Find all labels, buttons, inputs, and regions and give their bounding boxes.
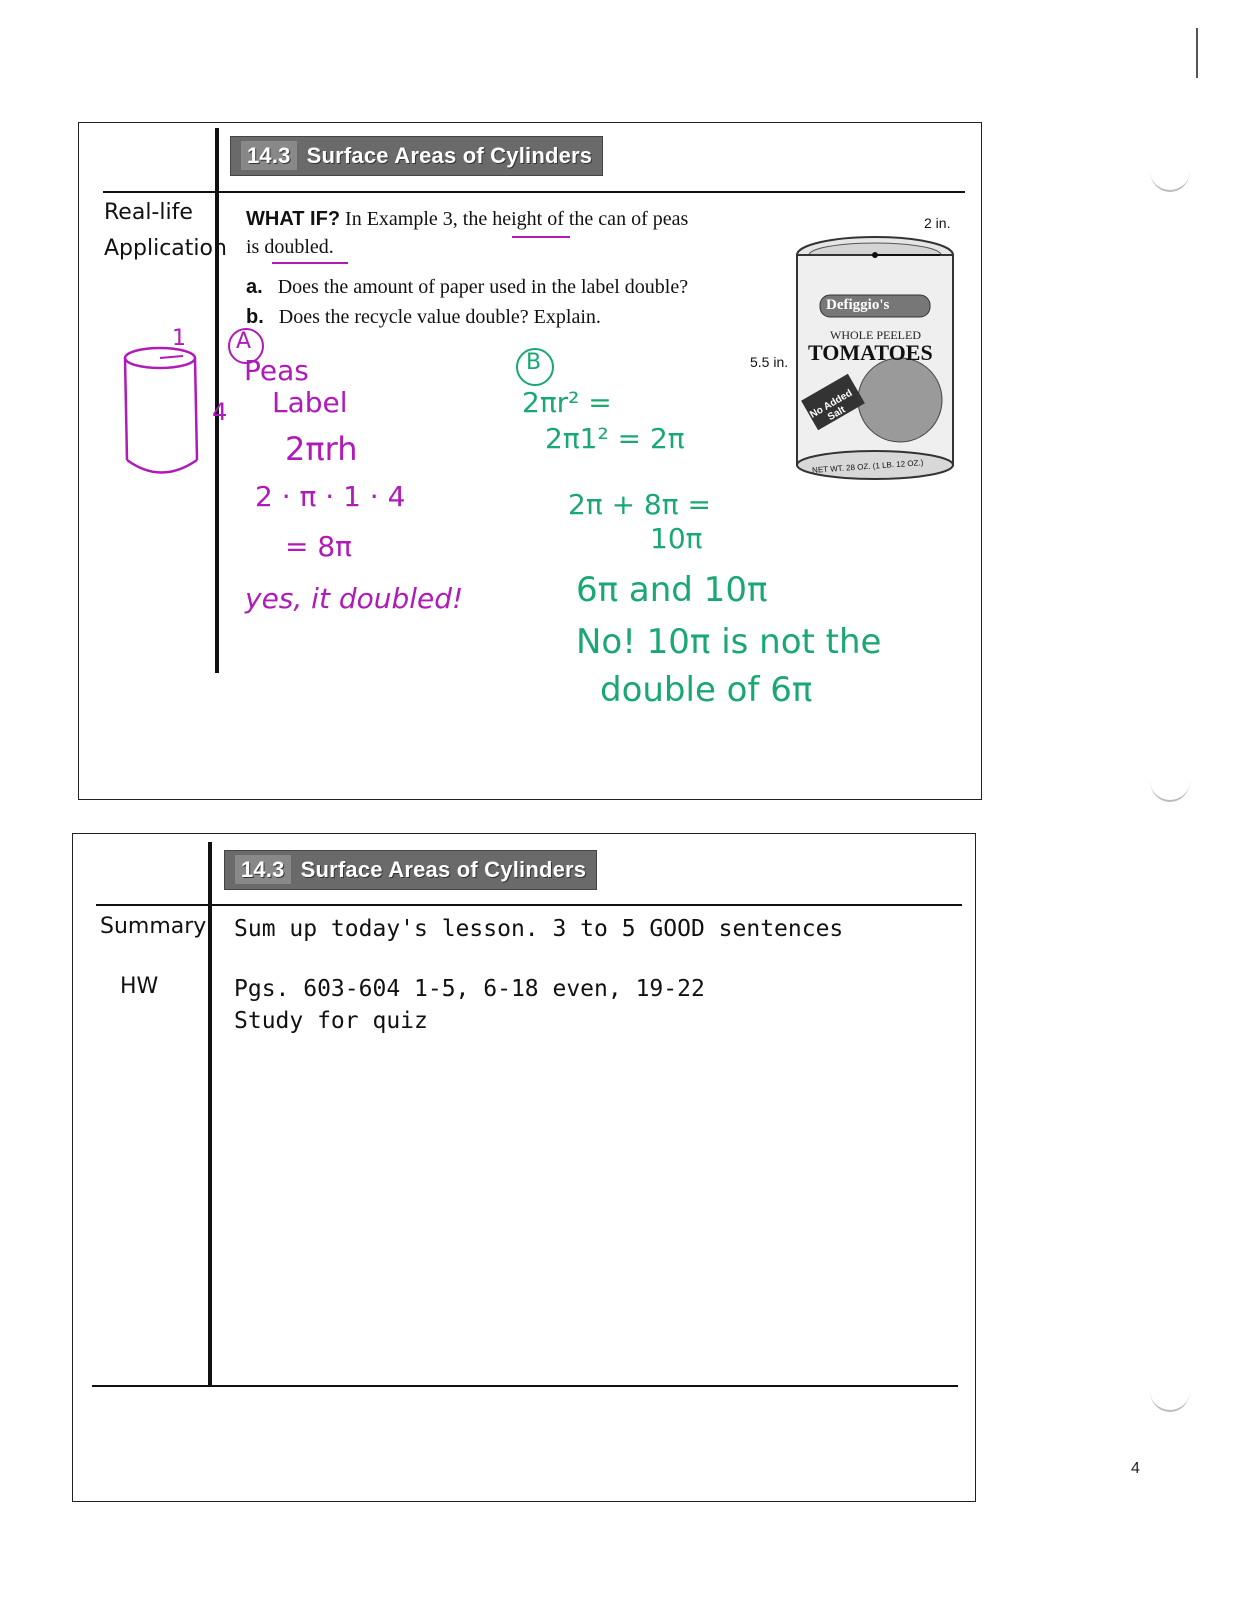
hw-a-line-2: Label	[272, 386, 348, 419]
edge-mark	[1196, 28, 1198, 78]
what-if-lead: WHAT IF?	[246, 208, 341, 230]
what-if-text-1: In Example 3, the height of the can of peas	[345, 208, 689, 230]
question-a-letter: a.	[246, 276, 263, 298]
top-card-banner	[230, 136, 603, 176]
hw-b-line-1: 2πr² =	[522, 386, 612, 419]
binder-notch-bottom	[1150, 1370, 1190, 1412]
hw-label: HW	[120, 974, 159, 999]
can-net-weight: NET WT. 28 OZ. (1 LB. 12 OZ.)	[811, 458, 924, 475]
summary-label: Summary	[100, 914, 207, 939]
hw-a-line-1: Peas	[244, 354, 309, 387]
banner-title-bottom: Surface Areas of Cylinders	[300, 857, 587, 882]
banner-title: Surface Areas of Cylinders	[306, 143, 593, 168]
summary-text: Sum up today's lesson. 3 to 5 GOOD sentences	[234, 916, 844, 942]
question-b	[246, 306, 601, 329]
marker-b: B	[526, 350, 542, 375]
hw-b-line-7: double of 6π	[600, 670, 813, 710]
binder-notch-middle	[1150, 760, 1190, 802]
marker-a: A	[236, 329, 252, 354]
can-height-label: 5.5 in.	[750, 354, 789, 370]
top-card-header-rule	[103, 191, 965, 193]
side-label-application: Application	[104, 236, 227, 261]
banner-section-number-bottom: 14.3	[235, 855, 291, 884]
can-product-name: TOMATOES	[808, 340, 933, 365]
bottom-card-banner	[224, 850, 597, 890]
question-a	[246, 276, 688, 299]
bottom-card-header-rule	[96, 904, 962, 906]
what-if-line-1	[246, 208, 688, 231]
underline-height	[512, 236, 570, 238]
can-badge: No Added Salt	[808, 387, 855, 424]
hw-line-1: Pgs. 603-604 1-5, 6-18 even, 19-22	[234, 976, 705, 1002]
banner-section-number: 14.3	[241, 141, 297, 170]
what-if-line-2: is doubled.	[246, 236, 334, 258]
hw-a-line-4: 2 · π · 1 · 4	[255, 480, 406, 513]
hw-a-line-3: 2πrh	[285, 430, 358, 468]
binder-notch-top	[1150, 150, 1190, 192]
bottom-card-column-rule	[208, 842, 212, 1387]
underline-doubled	[272, 262, 348, 264]
page-number: 4	[1131, 1460, 1140, 1477]
sketch-radius-mark: 1	[172, 326, 186, 351]
hw-b-line-5: 6π and 10π	[576, 570, 768, 610]
hw-a-line-5: = 8π	[285, 530, 353, 563]
hw-b-line-3: 2π + 8π =	[568, 488, 711, 521]
question-b-letter: b.	[246, 306, 264, 328]
bottom-card-footer-rule	[92, 1385, 958, 1387]
hw-a-line-6: yes, it doubled!	[245, 582, 464, 615]
hw-line-2: Study for quiz	[234, 1008, 428, 1034]
question-b-text: Does the recycle value double? Explain.	[278, 306, 601, 328]
sketch-height-mark: 4	[212, 398, 228, 426]
question-a-text: Does the amount of paper used in the label double?	[277, 276, 689, 298]
can-label-line1: WHOLE PEELED	[830, 328, 921, 342]
hw-b-line-6: No! 10π is not the	[576, 622, 882, 662]
hw-b-line-2: 2π1² = 2π	[545, 422, 685, 455]
hw-b-line-4: 10π	[650, 522, 703, 555]
can-radius-label: 2 in.	[924, 215, 951, 231]
side-label-real-life: Real-life	[104, 200, 193, 225]
can-brand: Defiggio's	[826, 297, 890, 313]
